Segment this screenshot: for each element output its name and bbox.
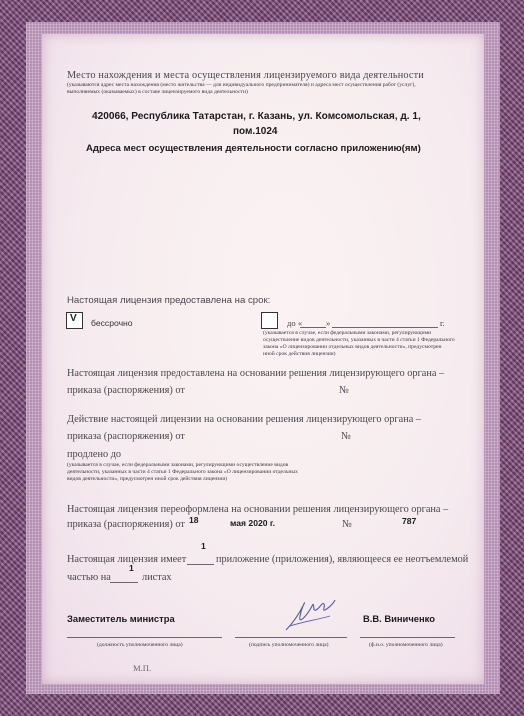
position-caption: (должность уполномоченного лица) xyxy=(97,642,183,648)
stamp-label: М.П. xyxy=(133,663,152,673)
validity-note-2: деятельности, указанных в части 4 статьи 1 Федерального закона «О лицензировании отдельных xyxy=(67,469,298,475)
extended-label: продлено до xyxy=(67,449,122,460)
until-suffix: г. xyxy=(440,318,445,328)
validity-line-1: Действие настоящей лицензии на основании решения лицензирующего органа – xyxy=(67,414,422,425)
until-checkbox xyxy=(261,312,278,329)
checkbox-mark: V xyxy=(70,313,77,324)
term-title: Настоящая лицензия предоставлена на срок: xyxy=(67,295,271,306)
address-line-2: пом.1024 xyxy=(233,126,278,137)
location-note-1: (указываются адрес места нахождения (место жительства — для индивидуального предпринимателя) и адреса мест осуществления работ (услуг), xyxy=(67,82,416,88)
term-note-3: закона «О лицензировании отдельных видов деятельности», предусмотрен xyxy=(263,344,442,350)
annex-pages: 1 xyxy=(129,563,134,573)
handwritten-signature xyxy=(282,596,338,636)
annex-pages-line xyxy=(110,582,138,583)
validity-note-3: видов деятельности», предусмотрен иной срок действия лицензии) xyxy=(67,476,228,482)
unlimited-label: бессрочно xyxy=(91,318,133,328)
term-note-1: (указывается в случае, если федеральными законами, регулирующими xyxy=(263,330,432,336)
address-line-3: Адреса мест осуществления деятельности согласно приложению(ям) xyxy=(86,143,421,154)
annex-line-1: Настоящая лицензия имеет xyxy=(67,554,187,565)
annex-count-line xyxy=(187,564,214,565)
name-caption: (ф.и.о. уполномоченного лица) xyxy=(369,642,443,648)
address-line-1: 420066, Республика Татарстан, г. Казань, ул. Комсомольская, д. 1, xyxy=(92,111,421,122)
reissue-line-1: Настоящая лицензия переоформлена на основании решения лицензирующего органа – xyxy=(67,504,449,515)
signer-name: В.В. Виниченко xyxy=(363,613,435,624)
reissue-month-year: мая 2020 г. xyxy=(230,518,276,528)
term-note-2: осуществление видов деятельности, указанных в части 4 статьи 1 Федерального xyxy=(263,337,455,343)
basis-line-1: Настоящая лицензия предоставлена на основании решения лицензирующего органа – xyxy=(67,368,445,379)
signature-line xyxy=(235,637,347,638)
validity-line-2: приказа (распоряжения) от xyxy=(67,431,185,442)
signer-position: Заместитель министра xyxy=(67,613,175,624)
reissue-number-sign: № xyxy=(342,519,352,530)
term-note-4: иной срок действия лицензии) xyxy=(263,351,336,357)
validity-number-sign: № xyxy=(341,431,351,442)
until-prefix: до « xyxy=(287,318,303,328)
annex-line-1-rest: приложение (приложения), являющееся ее неотъемлемой xyxy=(216,554,469,565)
until-month-line xyxy=(332,327,438,328)
unlimited-checkbox xyxy=(66,312,83,329)
annex-line-2: частью на xyxy=(67,572,111,583)
basis-number-sign: № xyxy=(339,385,349,396)
reissue-day: 18 xyxy=(189,515,199,525)
location-note-2: выполняемых (оказываемых) в составе лицензируемого вида деятельности) xyxy=(67,89,248,95)
annex-line-2-rest: листах xyxy=(142,572,172,583)
location-title: Место нахождения и места осуществления лицензируемого вида деятельности xyxy=(67,70,424,81)
validity-note-1: (указывается в случае, если федеральными законами, регулирующими осуществление видов xyxy=(67,462,289,468)
until-day-line xyxy=(300,327,326,328)
signature-caption: (подпись уполномоченного лица) xyxy=(249,642,329,648)
name-line xyxy=(360,637,455,638)
reissue-number: 787 xyxy=(402,516,417,526)
position-line xyxy=(67,637,222,638)
basis-line-2: приказа (распоряжения) от xyxy=(67,385,185,396)
annex-count: 1 xyxy=(201,541,206,551)
until-mid: » xyxy=(326,318,331,328)
reissue-line-2: приказа (распоряжения) от xyxy=(67,519,185,530)
